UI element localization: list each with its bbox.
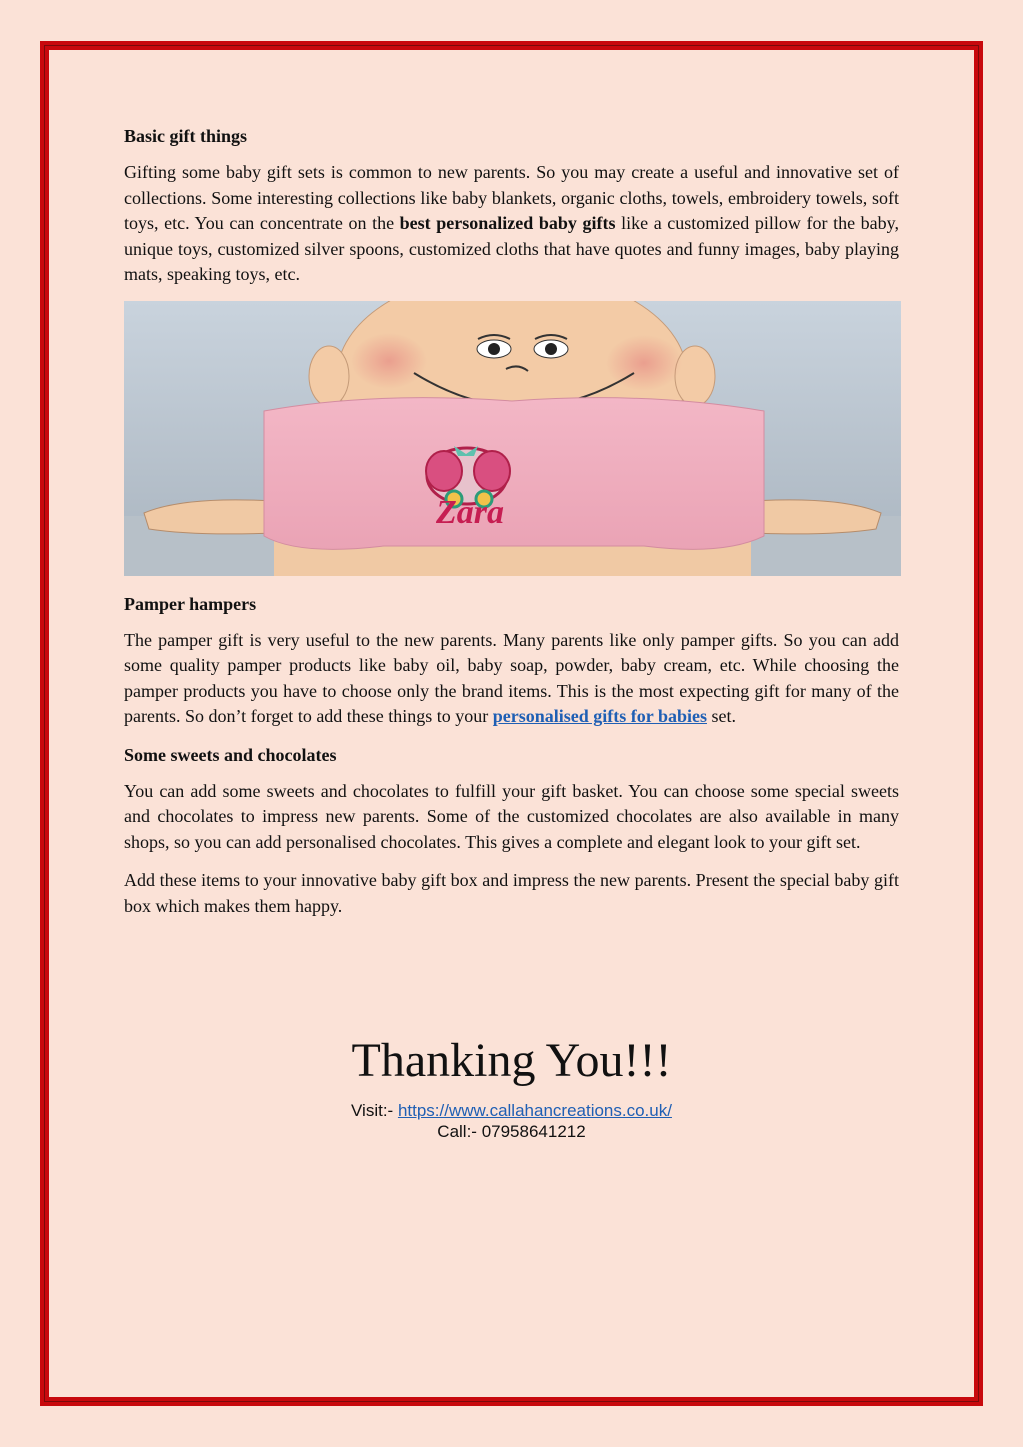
call-line: Call:- 07958641212 — [437, 1122, 586, 1141]
document-body — [124, 120, 899, 932]
paragraph-closing: Add these items to your innovative baby gift box and impress the new parents. Present the special baby gift box which makes them happy. — [124, 870, 899, 916]
visit-label: Visit:- — [351, 1101, 398, 1120]
heading-basic-gift-things: Basic gift things — [124, 126, 248, 146]
bold-keyword: best personalized baby gifts — [399, 213, 616, 233]
personalised-gifts-link[interactable]: personalised gifts for babies — [492, 706, 707, 726]
paragraph-text: Gifting some baby gift sets is common to new parents. So you may create a useful and innovative set of collections. Some interesting collections like baby blankets, organic cloths, towels, embroidery towels, soft toys, etc. You can concentrate on the — [124, 162, 899, 233]
paragraph-text: set. — [706, 706, 736, 726]
paragraph-text: like a customized pillow for the baby, unique toys, customized silver spoons, customized cloths that have quotes and funny images, baby playing mats, speaking toys, etc. — [124, 213, 899, 284]
bib-name-text: Zara — [436, 493, 504, 531]
paragraph-pamper — [124, 628, 899, 730]
heading-pamper-hampers: Pamper hampers — [124, 593, 257, 614]
thanks-heading: Thanking You!!! — [351, 1034, 672, 1087]
heading-sweets-chocolates: Some sweets and chocolates — [124, 744, 337, 765]
paragraph-text: The pamper gift is very useful to the new parents. Many parents like only pamper gifts. So you can add some quality pamper products like baby oil, baby soap, powder, baby cream, etc. While choosing the pamper products you have to choose only the brand items. This is the most expecting gift for many of the parents. So don’t forget to add these things to your — [124, 629, 899, 726]
website-link[interactable]: https://www.callahancreations.co.uk/ — [397, 1101, 672, 1120]
visit-line — [0, 1100, 1023, 1121]
paragraph-sweets: You can add some sweets and chocolates to fulfill your gift basket. You can choose some special sweets and chocolates to impress new parents. Some of the customized chocolates are also available in many shops, so you can add personalised chocolates. This gives a complete and elegant look to your gift set. — [124, 780, 899, 852]
closing-block — [0, 1032, 1023, 1142]
paragraph-basic-gifts — [124, 160, 899, 288]
baby-pillow-photo — [124, 301, 901, 576]
